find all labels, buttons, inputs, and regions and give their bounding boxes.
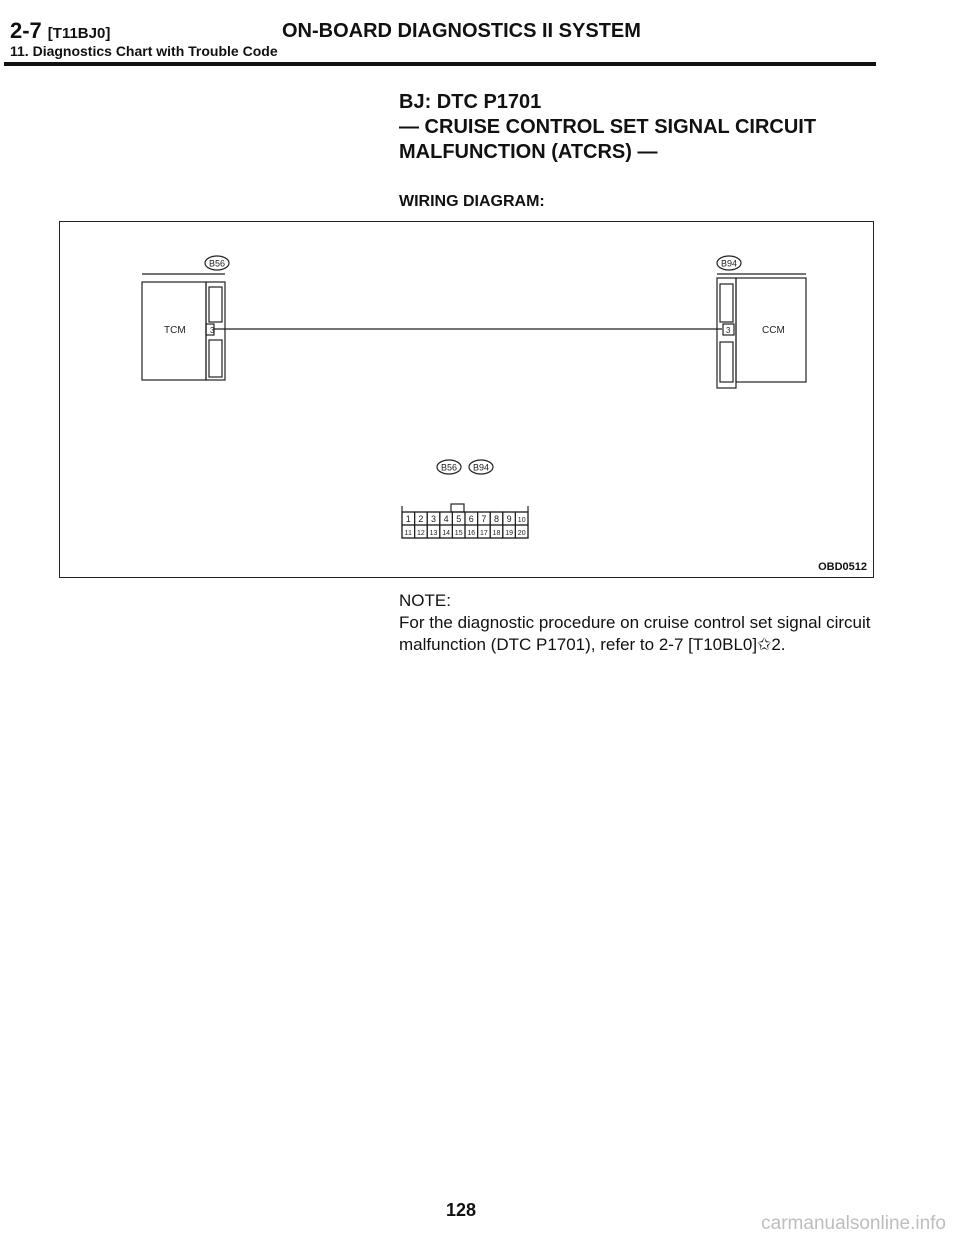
- pin-number: 19: [505, 530, 513, 537]
- pin-number: 9: [506, 514, 512, 524]
- section-heading: [399, 90, 879, 165]
- section-heading-line1: BJ: DTC P1701: [399, 91, 542, 113]
- svg-text:B56: B56: [440, 462, 458, 473]
- ccm-pin: 3: [726, 326, 731, 335]
- svg-text:B94: B94: [472, 462, 490, 473]
- pin-number: 14: [442, 530, 450, 537]
- page-number: 128: [446, 1200, 477, 1220]
- pin-number: 1: [405, 514, 411, 524]
- pin-number: 13: [429, 530, 438, 537]
- pin-number: 17: [480, 530, 488, 537]
- connector-view-badge-left: [437, 460, 461, 474]
- page-subtitle: 11. Diagnostics Chart with Trouble Code: [10, 43, 278, 59]
- connector-face: [402, 504, 528, 538]
- watermark-text: carmanualsonline.info: [761, 1213, 946, 1234]
- section-heading-line2: — CRUISE CONTROL SET SIGNAL CIRCUIT: [399, 116, 817, 138]
- figure-code: OBD0512: [818, 561, 867, 573]
- section-heading-line3: MALFUNCTION (ATCRS) —: [399, 141, 658, 163]
- pin-number: 7: [481, 514, 487, 524]
- pin-number: 5: [456, 514, 462, 524]
- page-title: ON-BOARD DIAGNOSTICS II SYSTEM: [282, 20, 641, 42]
- pin-number: 4: [443, 514, 449, 524]
- note-text: For the diagnostic procedure on cruise control set signal circuit malfunction (DTC P1701), refer to 2-7 [T10BL0]✩2.: [399, 613, 871, 654]
- header-rule: [4, 62, 876, 66]
- pin-number: 2: [418, 514, 424, 524]
- pin-number: 18: [492, 530, 501, 537]
- wiring-diagram-svg: [60, 222, 875, 579]
- svg-text:B56: B56: [208, 258, 226, 269]
- pin-number: 10: [517, 517, 526, 524]
- left-connector-badge: [205, 256, 229, 270]
- pin-number: 11: [404, 530, 412, 537]
- pin-number: 15: [454, 530, 463, 537]
- right-connector-badge: [717, 256, 741, 270]
- wiring-diagram-heading: WIRING DIAGRAM:: [399, 193, 545, 210]
- pin-number: 8: [493, 514, 500, 524]
- pin-number: 20: [517, 530, 526, 537]
- tcm-pin: 3: [210, 326, 215, 335]
- wiring-diagram: [59, 221, 874, 578]
- pin-number: 12: [417, 530, 425, 537]
- pin-number: 6: [468, 514, 474, 524]
- section-number: 2-7 [T11BJ0]: [10, 18, 111, 43]
- ccm-label: CCM: [762, 325, 785, 336]
- tcm-label: TCM: [164, 325, 186, 336]
- svg-text:B94: B94: [720, 258, 738, 269]
- pin-number: 3: [430, 514, 437, 524]
- connector-pins-top: [402, 512, 528, 525]
- tcm-module: [142, 274, 225, 380]
- connector-view-badge-right: [469, 460, 493, 474]
- note-label: NOTE:: [399, 591, 451, 610]
- pin-number: 16: [467, 530, 476, 537]
- ccm-module: [717, 274, 806, 388]
- note-block: [399, 590, 879, 656]
- section-code: [T11BJ0]: [47, 25, 111, 42]
- connector-pins-bottom: [402, 525, 528, 538]
